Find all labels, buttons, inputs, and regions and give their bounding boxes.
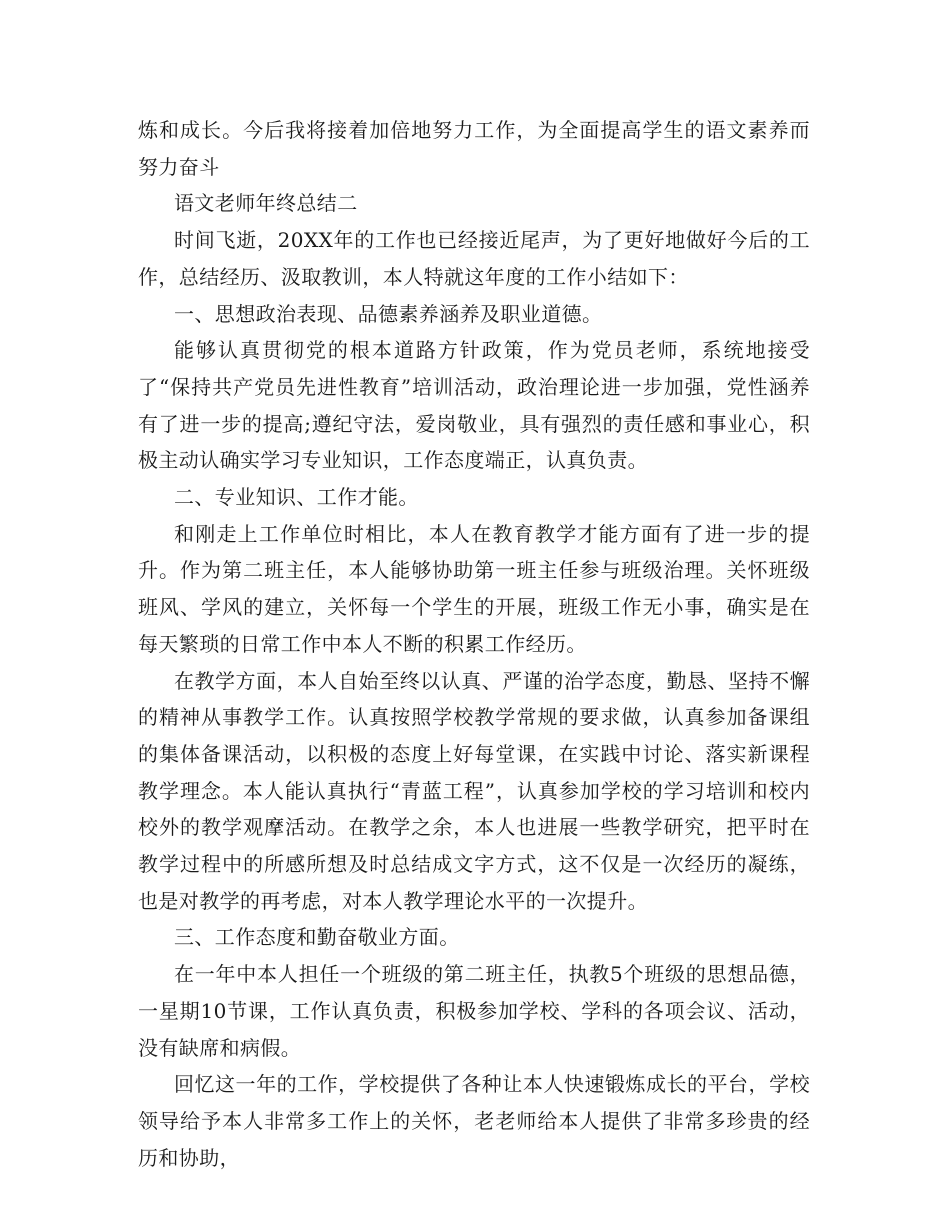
section-title: 语文老师年终总结二 <box>174 191 358 216</box>
paragraph-class-management: 和刚走上工作单位时相比，本人在教育教学才能方面有了进一步的提升。作为第二班主任，本人能够协助第一班主任参与班级治理。关怀班级班风、学风的建立，关怀每一个学生的开展，班级工作无小事，确实是在每天繁琐的日常工作中本人不断的积累工作经历。 <box>138 521 810 656</box>
paragraph-intro: 时间飞逝，20XX年的工作也已经接近尾声，为了更好地做好今后的工作，总结经历、汲取教训，本人特就这年度的工作小结如下： <box>138 228 810 289</box>
paragraph-review: 回忆这一年的工作，学校提供了各种让本人快速锻炼成长的平台，学校领导给予本人非常多工作上的关怀，老老师给本人提供了非常多珍贵的经历和协助， <box>138 1072 810 1170</box>
heading-work-attitude: 三、工作态度和勤奋敬业方面。 <box>174 925 460 950</box>
paragraph-work-attitude: 在一年中本人担任一个班级的第二班主任，执教5个班级的思想品德，一星期10节课，工作认真负责，积极参加学校、学科的各项会议、活动，没有缺席和病假。 <box>138 962 810 1060</box>
paragraph-teaching: 在教学方面，本人自始至终以认真、严谨的治学态度，勤恳、坚持不懈的精神从事教学工作。认真按照学校教学常规的要求做，认真参加备课组的集体备课活动，以积极的态度上好每堂课，在实践中讨论、落实新课程教学理念。本人能认真执行“青蓝工程”，认真参加学校的学习培训和校内校外的教学观摩活动。在教学之余，本人也进展一些教学研究，把平时在教学过程中的所感所想及时总结成文字方式，这不仅是一次经历的凝练，也是对教学的再考虑，对本人教学理论水平的一次提升。 <box>138 668 810 913</box>
paragraph-continuation: 炼和成长。今后我将接着加倍地努力工作，为全面提高学生的语文素养而努力奋斗 <box>138 118 810 179</box>
paragraph-politics-ethics: 能够认真贯彻党的根本道路方针政策，作为党员老师，系统地接受了“保持共产党员先进性教育”培训活动，政治理论进一步加强，党性涵养有了进一步的提高;遵纪守法，爱岗敬业，具有强烈的责任感和事业心，积极主动认确实学习专业知识，工作态度端正，认真负责。 <box>138 338 810 473</box>
heading-politics-ethics: 一、思想政治表现、品德素养涵养及职业道德。 <box>174 301 603 326</box>
document-page <box>138 112 810 1176</box>
heading-professional-ability: 二、专业知识、工作才能。 <box>174 485 419 510</box>
